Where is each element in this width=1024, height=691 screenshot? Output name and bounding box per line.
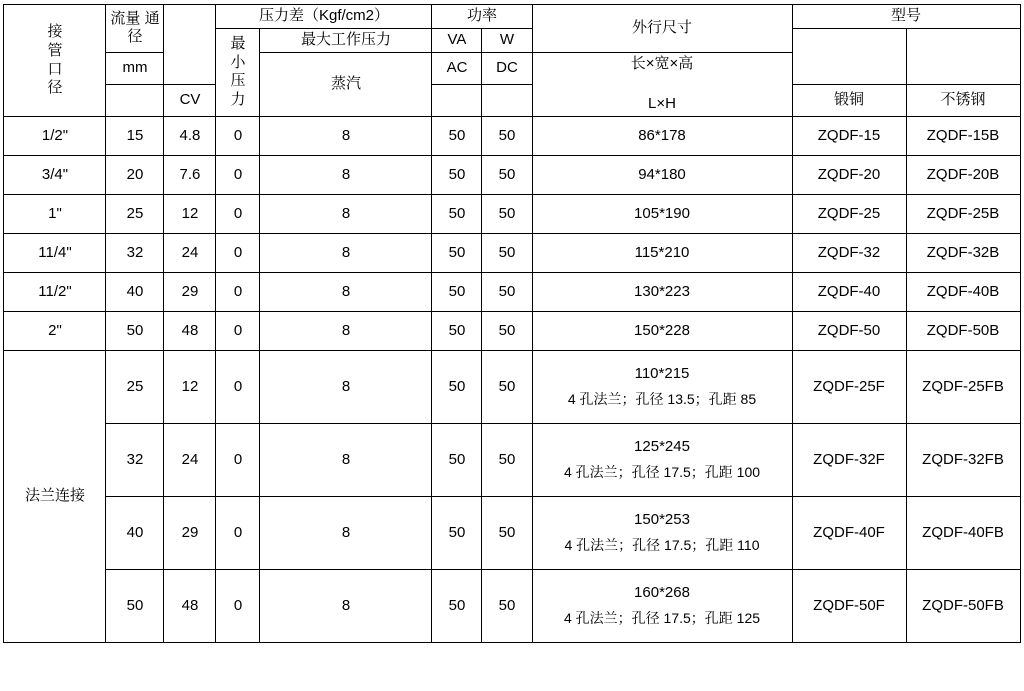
- row-dimension: 105*190: [532, 195, 792, 234]
- header-connection-char-2: 管: [47, 41, 63, 59]
- header-flow-unit-mm: mm: [106, 52, 164, 84]
- row-model-copper: ZQDF-40: [792, 273, 906, 312]
- row-va-ac: 50: [432, 312, 482, 351]
- row-steam: 8: [260, 117, 432, 156]
- row-cv: 4.8: [164, 117, 216, 156]
- row-model-copper: ZQDF-25F: [792, 351, 906, 424]
- row-dimension: [532, 570, 792, 643]
- row-min-pressure: 0: [216, 424, 260, 497]
- header-steam: 蒸汽: [260, 52, 432, 117]
- header-model-forged-copper-spacer: [792, 28, 906, 84]
- table-row: [4, 424, 1020, 497]
- row-cv: 29: [164, 497, 216, 570]
- header-max-working-pressure: 最大工作压力: [260, 28, 432, 52]
- table-row: [4, 312, 1020, 351]
- row-cv: 12: [164, 351, 216, 424]
- row-min-pressure: 0: [216, 195, 260, 234]
- row-w-dc: 50: [482, 273, 532, 312]
- table-row: [4, 156, 1020, 195]
- header-model-stainless-spacer: [906, 28, 1020, 84]
- row-min-pressure: 0: [216, 234, 260, 273]
- header-row-4: [4, 84, 1020, 116]
- row-va-ac: 50: [432, 156, 482, 195]
- row-w-dc: 50: [482, 195, 532, 234]
- header-group-dimension: 外行尺寸: [532, 5, 792, 53]
- row-flow: 32: [106, 424, 164, 497]
- row-model-stainless: ZQDF-25FB: [906, 351, 1020, 424]
- row-cv: 24: [164, 234, 216, 273]
- row-va-ac: 50: [432, 273, 482, 312]
- row-min-pressure: 0: [216, 312, 260, 351]
- row-dimension-line-1: 160*268: [634, 584, 690, 602]
- table-row: [4, 117, 1020, 156]
- header-model-forged-copper: 锻铜: [792, 84, 906, 116]
- row-connection: 1/2": [4, 117, 106, 156]
- row-connection: 2": [4, 312, 106, 351]
- row-dimension: 150*228: [532, 312, 792, 351]
- header-model-stainless: 不锈钢: [906, 84, 1020, 116]
- row-min-pressure: 0: [216, 273, 260, 312]
- header-flow-blank: [106, 84, 164, 116]
- row-dimension: 115*210: [532, 234, 792, 273]
- table-row: [4, 570, 1020, 643]
- header-group-model: 型号: [792, 5, 1020, 29]
- row-dimension-line-1: 150*253: [634, 511, 690, 529]
- header-row-1: [4, 5, 1020, 29]
- row-cv: 24: [164, 424, 216, 497]
- row-min-pressure: 0: [216, 351, 260, 424]
- row-model-copper: ZQDF-40F: [792, 497, 906, 570]
- header-ac-blank: [432, 84, 482, 116]
- row-connection: 3/4": [4, 156, 106, 195]
- row-va-ac: 50: [432, 351, 482, 424]
- row-min-pressure: 0: [216, 156, 260, 195]
- row-w-dc: 50: [482, 117, 532, 156]
- row-steam: 8: [260, 570, 432, 643]
- row-connection: 11/4": [4, 234, 106, 273]
- row-steam: 8: [260, 273, 432, 312]
- row-steam: 8: [260, 497, 432, 570]
- row-min-pressure: 0: [216, 117, 260, 156]
- row-steam: 8: [260, 312, 432, 351]
- header-connection-char-3: 口: [47, 60, 63, 78]
- row-model-copper: ZQDF-20: [792, 156, 906, 195]
- row-model-copper: ZQDF-50F: [792, 570, 906, 643]
- row-steam: 8: [260, 195, 432, 234]
- header-min-pressure-char-3: 压: [230, 72, 246, 90]
- row-va-ac: 50: [432, 234, 482, 273]
- row-connection: 1": [4, 195, 106, 234]
- row-model-copper: ZQDF-32F: [792, 424, 906, 497]
- row-steam: 8: [260, 424, 432, 497]
- table-row: [4, 351, 1020, 424]
- row-dimension: 94*180: [532, 156, 792, 195]
- row-cv: 48: [164, 312, 216, 351]
- row-dimension: [532, 497, 792, 570]
- table-row: [4, 497, 1020, 570]
- row-model-copper: ZQDF-15: [792, 117, 906, 156]
- row-model-stainless: ZQDF-50FB: [906, 570, 1020, 643]
- row-w-dc: 50: [482, 351, 532, 424]
- row-va-ac: 50: [432, 117, 482, 156]
- header-group-pressure: 压力差（Kgf/cm2）: [216, 5, 432, 29]
- header-cv: CV: [164, 84, 216, 116]
- row-w-dc: 50: [482, 312, 532, 351]
- row-model-stainless: ZQDF-40FB: [906, 497, 1020, 570]
- header-min-pressure-char-4: 力: [230, 91, 246, 109]
- row-w-dc: 50: [482, 497, 532, 570]
- row-dimension: 86*178: [532, 117, 792, 156]
- row-flow: 40: [106, 497, 164, 570]
- header-min-pressure-char-2: 小: [230, 53, 246, 71]
- row-flow: 25: [106, 351, 164, 424]
- row-dimension-line-2: 4 孔法兰；孔径 17.5；孔距 110: [564, 537, 760, 554]
- header-flow-diameter: [106, 5, 164, 53]
- row-steam: 8: [260, 351, 432, 424]
- row-flow: 25: [106, 195, 164, 234]
- table-row: [4, 273, 1020, 312]
- row-model-stainless: ZQDF-50B: [906, 312, 1020, 351]
- header-dc-blank: [482, 84, 532, 116]
- row-model-stainless: ZQDF-40B: [906, 273, 1020, 312]
- header-group-power: 功率: [432, 5, 532, 29]
- header-connection-char-1: 接: [47, 23, 63, 40]
- row-model-copper: ZQDF-25: [792, 195, 906, 234]
- header-spacer-cv-top: [164, 5, 216, 85]
- row-cv: 48: [164, 570, 216, 643]
- header-ac: AC: [432, 52, 482, 84]
- header-flow-line-1: 流量: [110, 9, 141, 27]
- row-steam: 8: [260, 156, 432, 195]
- table-row: [4, 195, 1020, 234]
- row-va-ac: 50: [432, 424, 482, 497]
- row-dimension-line-1: 125*245: [634, 438, 690, 456]
- header-dimension-sub-2: L×H: [648, 95, 676, 113]
- row-cv: 7.6: [164, 156, 216, 195]
- row-w-dc: 50: [482, 156, 532, 195]
- header-dimension-sub-1: 长×宽×高: [630, 54, 694, 72]
- specification-table: [3, 4, 1020, 643]
- row-min-pressure: 0: [216, 497, 260, 570]
- header-connection-char-4: 径: [47, 79, 63, 97]
- row-va-ac: 50: [432, 570, 482, 643]
- row-dimension-line-2: 4 孔法兰；孔径 17.5；孔距 125: [563, 610, 761, 627]
- row-steam: 8: [260, 234, 432, 273]
- header-dc: DC: [482, 52, 532, 84]
- row-w-dc: 50: [482, 424, 532, 497]
- row-va-ac: 50: [432, 497, 482, 570]
- row-dimension: [532, 424, 792, 497]
- header-va: VA: [432, 28, 482, 52]
- row-connection: 11/2": [4, 273, 106, 312]
- row-w-dc: 50: [482, 570, 532, 643]
- row-model-stainless: ZQDF-32FB: [906, 424, 1020, 497]
- row-model-stainless: ZQDF-25B: [906, 195, 1020, 234]
- header-dimension-sub: [532, 52, 792, 117]
- row-flow: 40: [106, 273, 164, 312]
- row-model-stainless: ZQDF-15B: [906, 117, 1020, 156]
- row-cv: 12: [164, 195, 216, 234]
- row-w-dc: 50: [482, 234, 532, 273]
- header-min-pressure-char-1: 最: [230, 34, 246, 52]
- row-va-ac: 50: [432, 195, 482, 234]
- row-model-copper: ZQDF-50: [792, 312, 906, 351]
- row-model-copper: ZQDF-32: [792, 234, 906, 273]
- flange-connection-label: 法兰连接: [4, 351, 106, 643]
- row-flow: 50: [106, 312, 164, 351]
- row-min-pressure: 0: [216, 570, 260, 643]
- row-cv: 29: [164, 273, 216, 312]
- row-flow: 32: [106, 234, 164, 273]
- row-dimension-line-2: 4 孔法兰；孔径 13.5；孔距 85: [567, 391, 757, 408]
- header-connection-diameter: [4, 5, 106, 117]
- row-model-stainless: ZQDF-32B: [906, 234, 1020, 273]
- row-dimension: 130*223: [532, 273, 792, 312]
- row-flow: 50: [106, 570, 164, 643]
- row-flow: 20: [106, 156, 164, 195]
- row-model-stainless: ZQDF-20B: [906, 156, 1020, 195]
- row-dimension-line-1: 110*215: [634, 365, 690, 383]
- row-dimension-line-2: 4 孔法兰；孔径 17.5；孔距 100: [563, 464, 761, 481]
- header-flow-line-2: 通径: [127, 9, 160, 46]
- row-dimension: [532, 351, 792, 424]
- table-row: [4, 234, 1020, 273]
- header-w: W: [482, 28, 532, 52]
- row-flow: 15: [106, 117, 164, 156]
- header-min-pressure: [216, 28, 260, 116]
